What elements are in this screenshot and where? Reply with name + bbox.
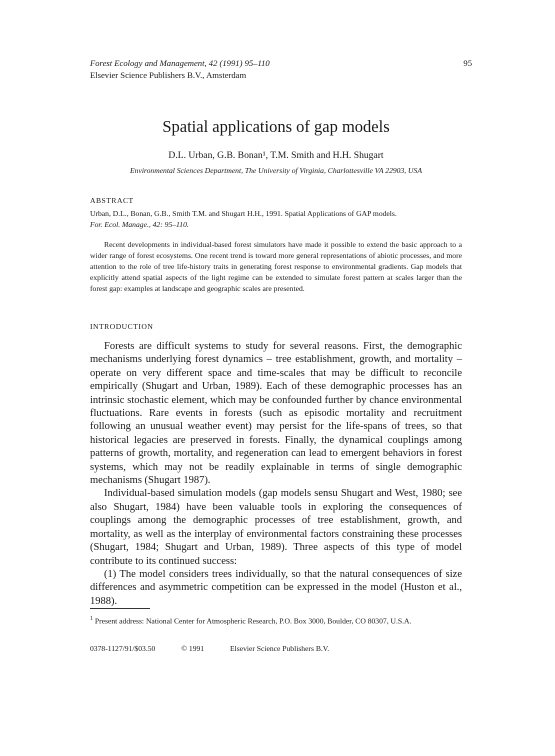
footnote-text: Present address: National Center for Atmospheric Research, P.O. Box 3000, Boulder, CO 80307, U.S.A. [94,616,412,626]
introduction-body [90,340,462,608]
author-affiliation: Environmental Sciences Department, The University of Virginia, Charlottesville VA 22903, USA [130,166,422,175]
journal-citation-line: Forest Ecology and Management, 42 (1991) 95–110 [90,58,270,68]
introduction-heading: INTRODUCTION [90,322,154,331]
intro-paragraph: (1) The model considers trees individually, so that the natural consequences of size differences and asymmetric competition can be expressed in the model (Huston et al., 1988). [90,568,462,607]
page-footer [90,644,462,653]
footnote-mark: 1 [90,616,93,622]
page-number: 95 [463,58,472,68]
intro-paragraph: Individual-based simulation models (gap models sensu Shugart and West, 1980; see also Shugart, 1984) have been valuable tools in exploring the consequences of couplings among the demographic processes of tree establishment, growth, and mortality, as well as the interplay of environmental factors constraining these processes (Shugart, 1984; Shugart and Urban, 1989). Three aspects of this type of model contribute to its continued success: [90,488,462,567]
article-authors: D.L. Urban, G.B. Bonan¹, T.M. Smith and H.H. Shugart [168,150,384,161]
citation-authors: Urban, D.L., Bonan, G.B., Smith T.M. and Shugart H.H., 1991. Spatial Applications of GAP models. [90,209,397,218]
intro-paragraph: Forests are difficult systems to study for several reasons. First, the demographic mechanisms underlying forest dynamics – tree establishment, growth, and mortality – operate on very different space and time-scales that may be difficult to reconcile empirically (Shugart and Urban, 1989). Each of these demographic processes has an intrinsic stochastic element, which may be confounded further by chance environmental fluctuations. Rare events in forests (such as episodic mortality and recruitment following an unusual weather event) may persist for the life-spans of trees, so that historical legacies are preserved in forests. Finally, the dynamical couplings among patterns of growth, mortality, and regeneration can lead to emergent behaviors in forest systems, which may not be readily explainable in terms of single demographic mechanisms (Shugart 1987). [90,341,462,487]
article-title: Spatial applications of gap models [162,117,390,136]
journal-header [90,57,472,81]
footer-copyright: © 1991 [181,644,205,653]
abstract-heading: ABSTRACT [90,196,134,205]
publisher-line: Elsevier Science Publishers B.V., Amsterdam [90,70,247,80]
footnote [90,614,462,627]
abstract-body: Recent developments in individual-based forest simulators have made it possible to extend the basic approach to a wider range of forest ecosystems. One recent trend is toward more general representations of abiotic processes, and more attention to the role of tree life-history traits in generating forest response to environmental gradients. Gap models that explicitly attend spatial aspects of the light regime can be extended to simulate forest pattern at scales larger than the forest gap: examples at landscape and geographic scales are presented. [90,240,462,293]
footer-issn: 0378-1127/91/$03.50 [90,644,156,653]
abstract-citation [90,208,462,230]
footnote-divider [90,608,150,609]
footer-publisher: Elsevier Science Publishers B.V. [230,644,330,653]
citation-journal: For. Ecol. Manage., 42: 95–110. [90,220,189,229]
